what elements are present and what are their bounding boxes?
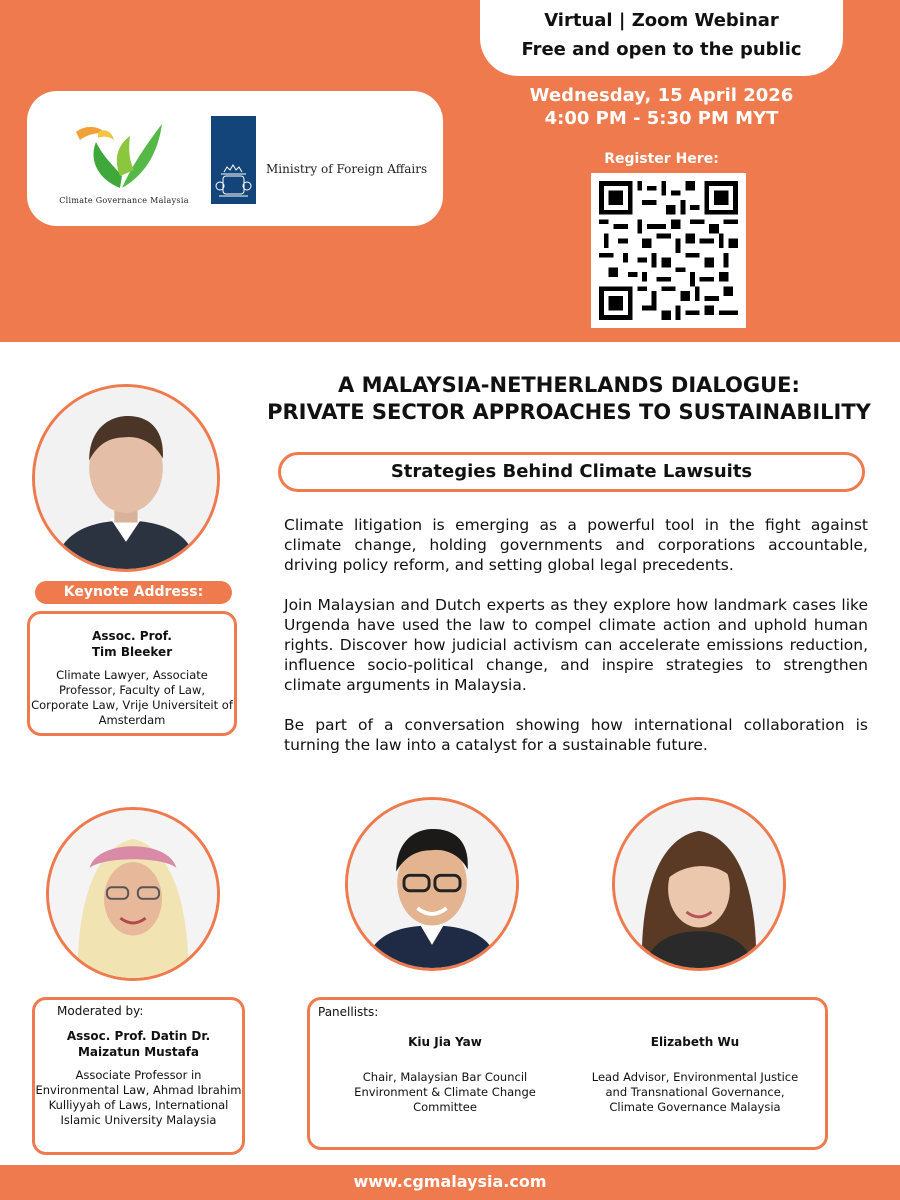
register-label: Register Here: xyxy=(604,151,719,167)
description xyxy=(284,515,868,775)
moderator-photo xyxy=(46,807,220,981)
event-access: Free and open to the public xyxy=(521,39,802,60)
keynote-role: Climate Lawyer, Associate Professor, Faculty of Law, Corporate Law, Vrije Universiteit of Amsterdam xyxy=(31,668,233,727)
mfa-logo-text: Ministry of Foreign Affairs xyxy=(266,162,428,176)
description-paragraph: Climate litigation is emerging as a powerful tool in the fight against climate change, holding governments and corporations accountable, driving policy reform, and setting global legal precedents. xyxy=(284,516,868,574)
panelist-name: Elizabeth Wu xyxy=(650,1035,740,1049)
cgm-logo-text: Climate Governance Malaysia xyxy=(59,196,189,205)
keynote-card xyxy=(27,611,237,736)
cgm-logo-icon xyxy=(70,118,170,198)
panelist xyxy=(340,1034,550,1115)
panelist-name: Kiu Jia Yaw xyxy=(408,1035,482,1049)
keynote-name-line-1: Assoc. Prof. xyxy=(92,629,172,643)
moderator-card xyxy=(32,997,245,1155)
footer xyxy=(0,1165,900,1200)
moderator-label: Moderated by: xyxy=(57,1004,144,1018)
panelists-card xyxy=(307,997,828,1150)
session-subtitle: Strategies Behind Climate Lawsuits xyxy=(278,452,865,492)
netherlands-emblem-icon xyxy=(211,116,256,204)
register-qr-code[interactable] xyxy=(591,173,746,328)
title-line-1: A MALAYSIA-NETHERLANDS DIALOGUE: xyxy=(338,373,800,397)
event-format: Virtual | Zoom Webinar xyxy=(544,10,779,31)
event-date: Wednesday, 15 April 2026 xyxy=(529,85,794,106)
moderator-name-line-1: Assoc. Prof. Datin Dr. xyxy=(66,1029,211,1043)
keynote-speaker-photo xyxy=(32,384,220,572)
page-title xyxy=(240,372,898,426)
panelist-role: Chair, Malaysian Bar Council Environment & Climate Change Committee xyxy=(354,1070,536,1114)
panelist-role: Lead Advisor, Environmental Justice and Transnational Governance, Climate Governance Malaysia xyxy=(591,1070,799,1114)
description-paragraph: Join Malaysian and Dutch experts as they explore how landmark cases like Urgenda have used the law to compel climate action and uphold human rights. Discover how judicial activism can accelerate emissions reduction, influence socio-political change, and inspire strategies to strengthen climate arguments in Malaysia. xyxy=(284,596,868,694)
date-time-block xyxy=(480,84,843,130)
event-time: 4:00 PM - 5:30 PM MYT xyxy=(544,108,779,129)
keynote-name-line-2: Tim Bleeker xyxy=(91,645,173,659)
description-paragraph: Be part of a conversation showing how international collaboration is turning the law into a catalyst for a sustainable future. xyxy=(284,716,868,754)
moderator-name-line-2: Maizatun Mustafa xyxy=(77,1045,199,1059)
website-link[interactable]: www.cgmalaysia.com xyxy=(353,1172,547,1191)
title-line-2: PRIVATE SECTOR APPROACHES TO SUSTAINABILITY xyxy=(267,400,871,424)
panelists-label: Panellists: xyxy=(318,1005,379,1019)
panelist-photo-kiu-jia-yaw xyxy=(345,797,519,971)
event-info-pill xyxy=(480,0,843,76)
panelist xyxy=(590,1034,800,1115)
keynote-label: Keynote Address: xyxy=(35,581,232,604)
panelist-photo-elizabeth-wu xyxy=(612,797,786,971)
moderator-role: Associate Professor in Environmental Law, Ahmad Ibrahim Kulliyyah of Laws, International Islamic University Malaysia xyxy=(35,1068,242,1127)
